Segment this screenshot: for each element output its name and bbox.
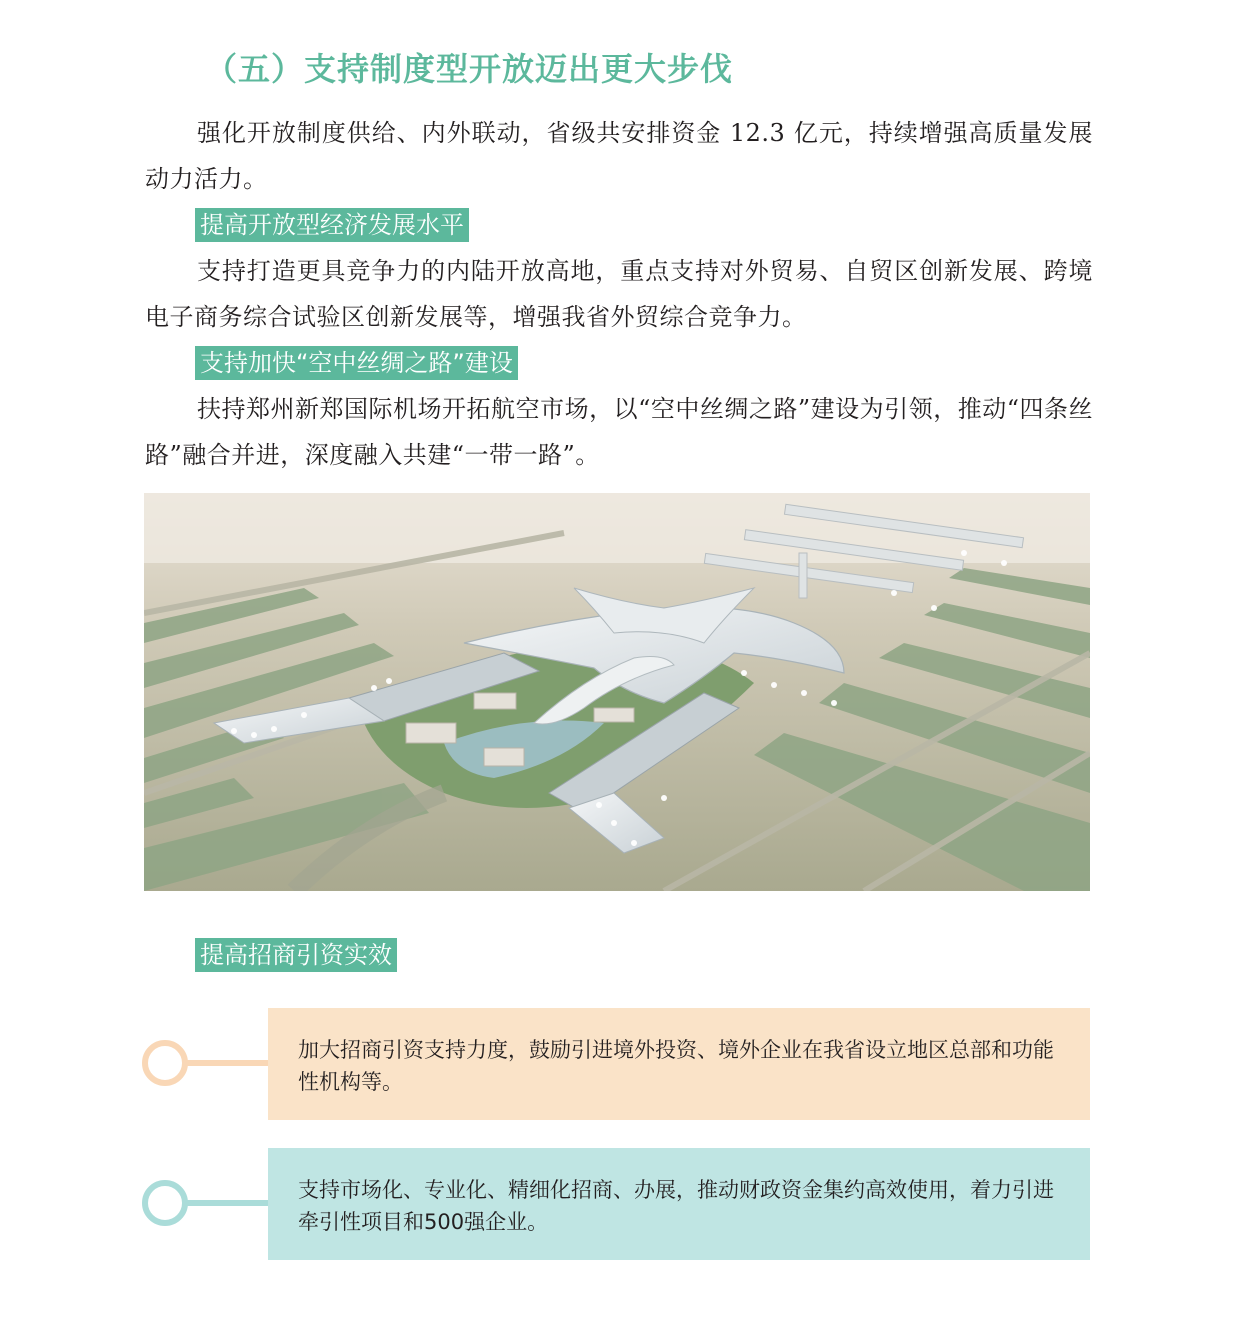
investment-card-1: 加大招商引资支持力度，鼓励引进境外投资、境外企业在我省设立地区总部和功能性机构等。: [268, 1008, 1090, 1120]
open-economy-paragraph: 支持打造更具竞争力的内陆开放高地，重点支持对外贸易、自贸区创新发展、跨境电子商务综合试验区创新发展等，增强我省外贸综合竞争力。: [145, 257, 1093, 331]
section-title: （五）支持制度型开放迈出更大步伐: [205, 50, 734, 88]
subheading-open-economy: 提高开放型经济发展水平: [195, 208, 469, 242]
intro-paragraph: 强化开放制度供给、内外联动，省级共安排资金 12.3 亿元，持续增强高质量发展动力活力。: [145, 119, 1093, 193]
teal-connector-icon: [140, 1178, 270, 1228]
air-silk-road-paragraph: 扶持郑州新郑国际机场开拓航空市场，以“空中丝绸之路”建设为引领，推动“四条丝路”融合并进，深度融入共建“一带一路”。: [145, 395, 1093, 469]
subheading-air-silk-road: 支持加快“空中丝绸之路”建设: [195, 346, 518, 380]
peach-connector-icon: [140, 1038, 270, 1088]
investment-card-2: 支持市场化、专业化、精细化招商、办展，推动财政资金集约高效使用，着力引进牵引性项目和500强企业。: [268, 1148, 1090, 1260]
airport-aerial-image: [144, 493, 1090, 891]
subheading-investment: 提高招商引资实效: [195, 938, 397, 972]
